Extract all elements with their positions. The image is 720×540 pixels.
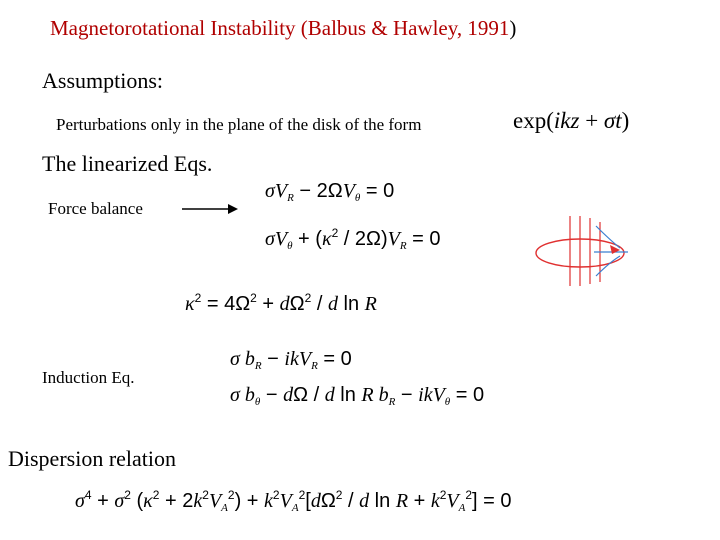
slide-title-text: Magnetorotational Instability (Balbus & Hawley, 1991 (50, 16, 510, 40)
linearized-heading: The linearized Eqs. (42, 151, 213, 176)
epicyclic-frequency-eq: $\kappa^2 = 4\Omega^2 + d\Omega^2 / d$ ln R (185, 291, 377, 315)
force-balance-label: Force balance (48, 199, 143, 218)
dispersion-relation-eq: $\sigma^4 + \sigma^2$ $(\kappa^2 + 2k^2V_A^2) + k^2V_A^2[d\Omega^2 / d$ $\ln R + k^2V_A^2] = 0$ (75, 488, 512, 514)
slide-title (50, 16, 516, 41)
slide-title-close-paren: ) (509, 16, 517, 40)
assumptions-heading: Assumptions: (42, 68, 164, 93)
force-balance-eq-2: $\sigma V_\theta + (\kappa^2 / 2\Omega)V_R = 0$ (265, 226, 441, 252)
induction-label: Induction Eq. (42, 368, 135, 387)
field-line-diagram (530, 212, 640, 292)
perturbations-text: Perturbations only in the plane of the disk of the form (56, 115, 422, 134)
force-balance-eq-1: $\sigma V_R - 2\Omega V_\theta = 0$ (265, 180, 395, 204)
induction-eq-2: σ $b_\theta - d\Omega / d$ ln R $b_R - ikV_\theta = 0$ (230, 384, 485, 408)
arrow-right-icon (180, 201, 240, 217)
perturbation-form-equation: exp(ikz + σt) (513, 108, 630, 133)
induction-eq-1: σ $b_R - ikV_R = 0$ (230, 348, 352, 372)
dispersion-heading: Dispersion relation (8, 446, 177, 471)
